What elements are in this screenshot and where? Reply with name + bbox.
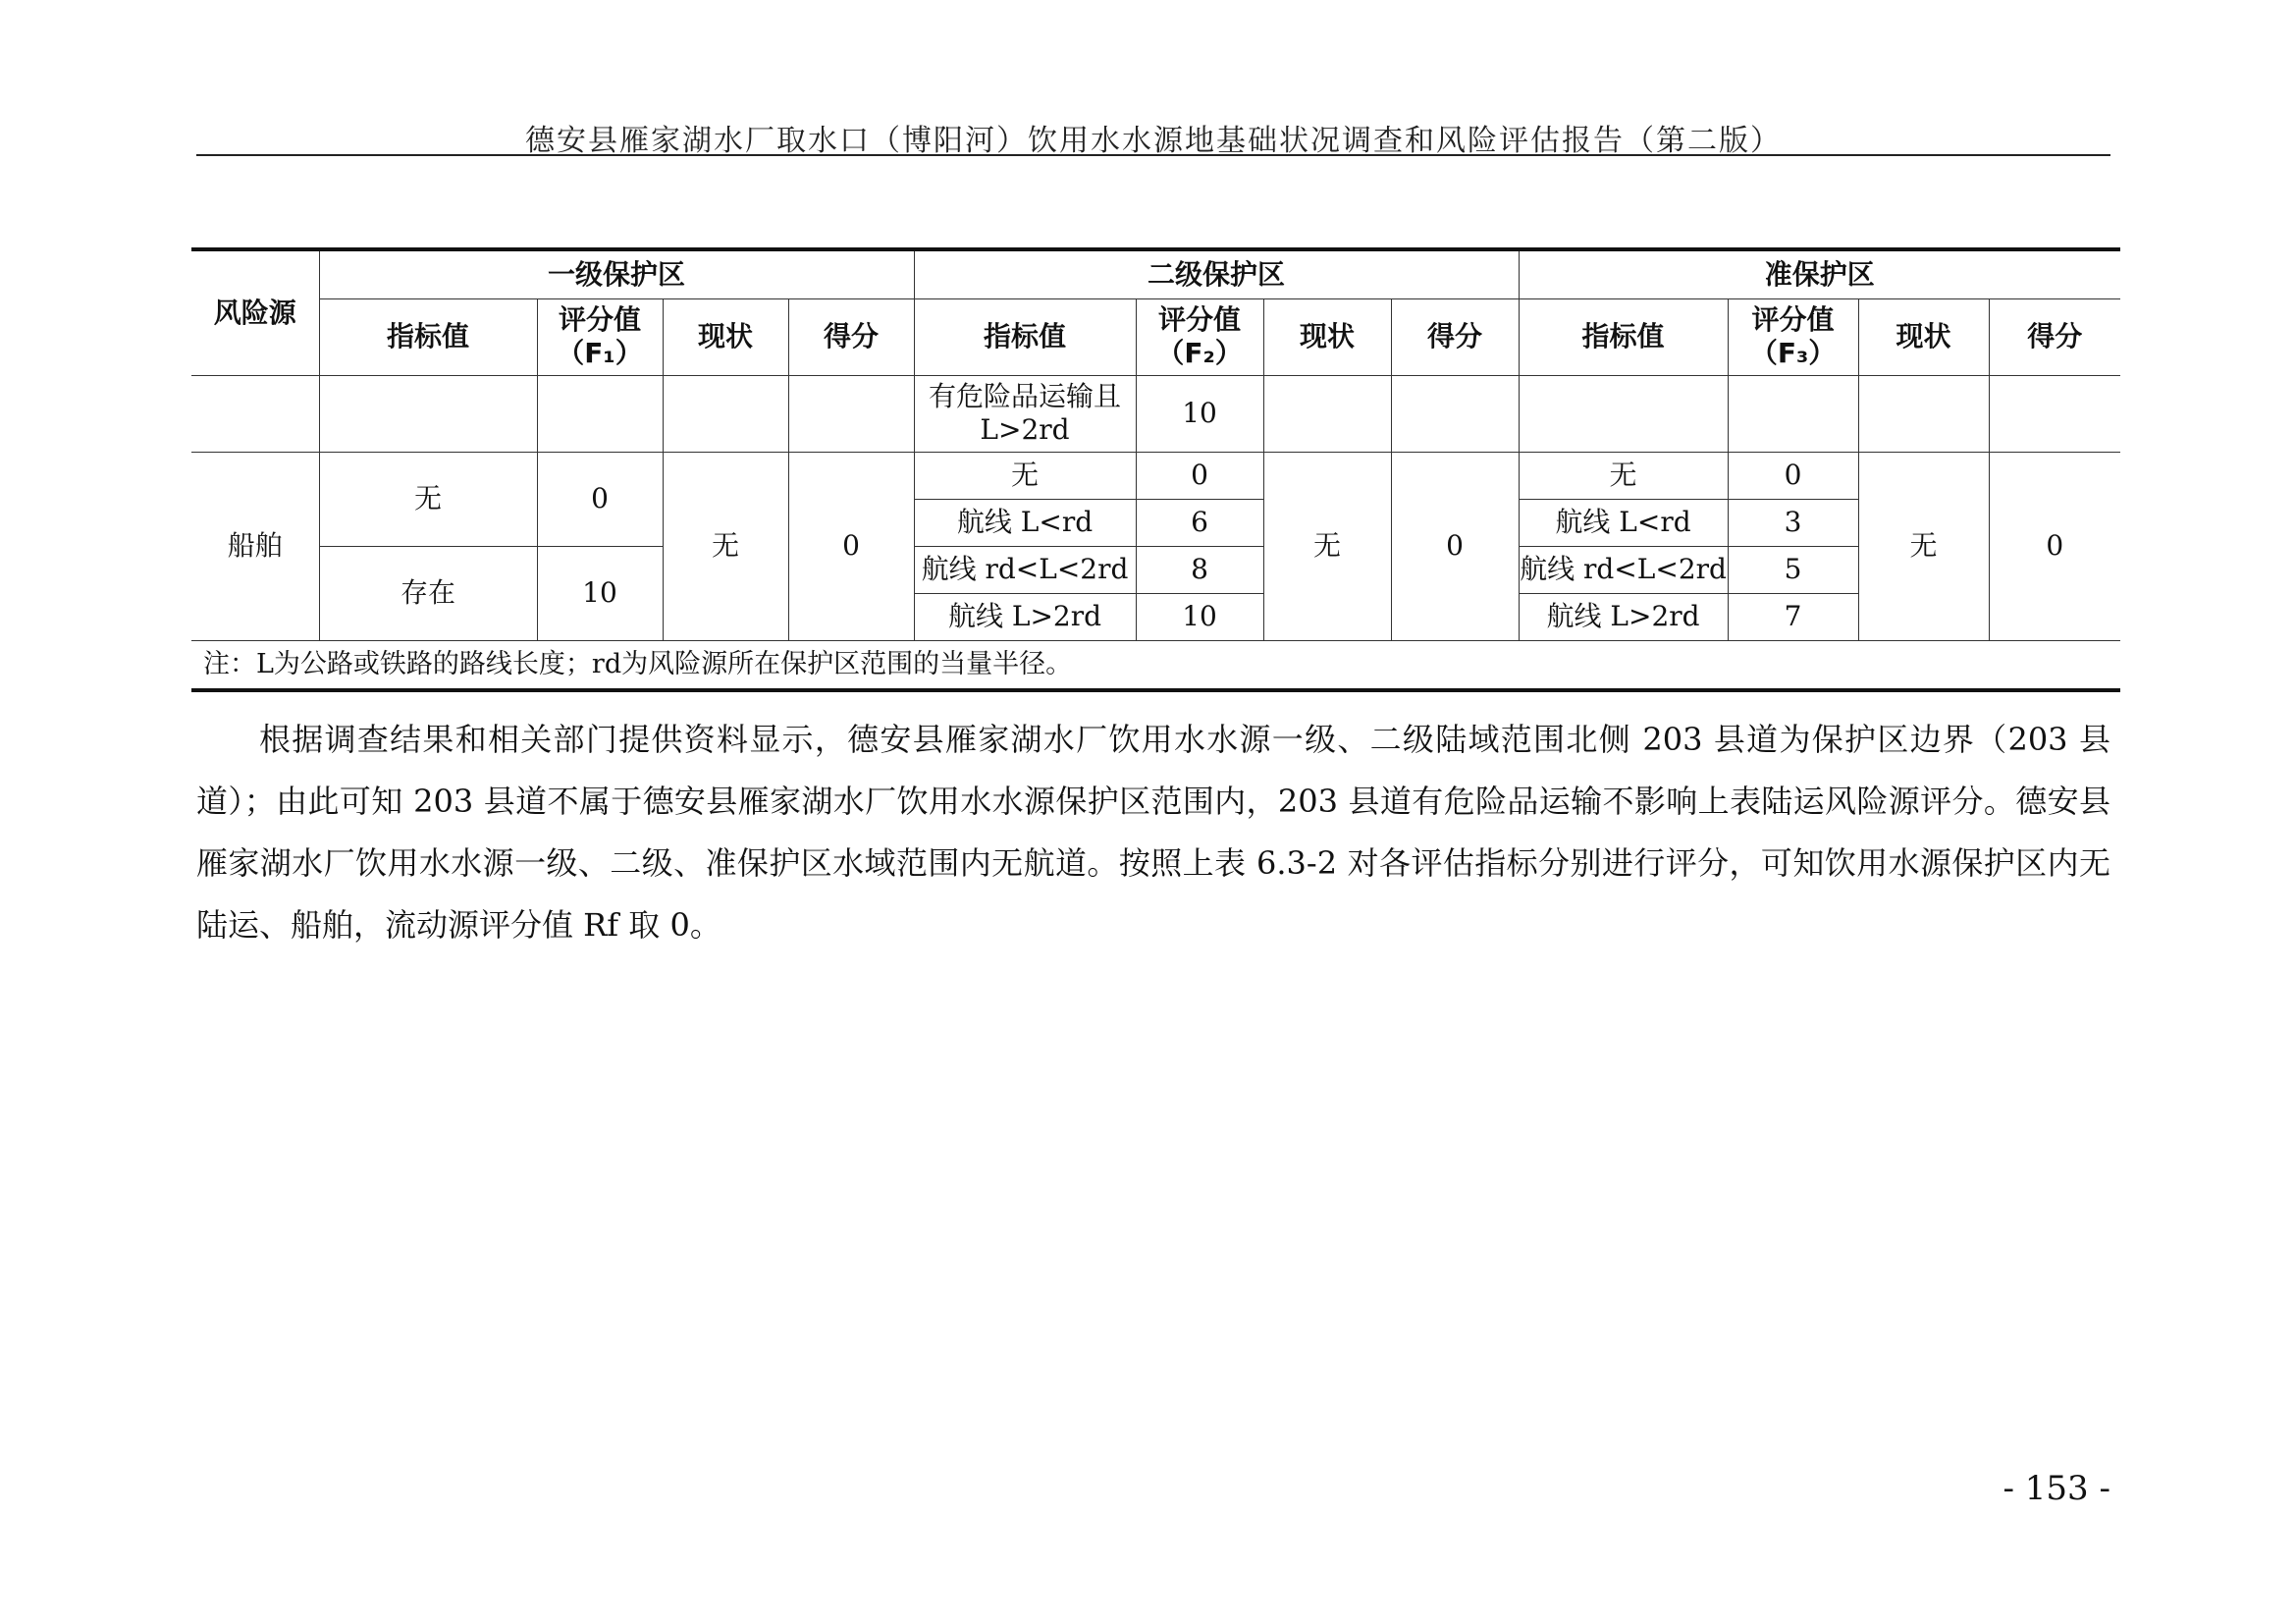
zone3-indicator: 航线 L>2rd bbox=[1519, 593, 1728, 640]
zone3-score-header: 得分 bbox=[1989, 298, 2120, 375]
zone2-header: 二级保护区 bbox=[914, 249, 1519, 298]
zone2-indicator: 航线 rd<L<2rd bbox=[914, 546, 1136, 593]
zone3-score-value-header: 评分值 （F₃） bbox=[1728, 298, 1858, 375]
zone1-indicator: 无 bbox=[319, 452, 537, 546]
zone2-score: 0 bbox=[1391, 452, 1519, 640]
zone1-indicator: 存在 bbox=[319, 546, 537, 640]
zone3-indicator: 无 bbox=[1519, 452, 1728, 499]
running-header-title: 德安县雁家湖水厂取水口（博阳河）饮用水水源地基础状况调查和风险评估报告（第二版） bbox=[525, 124, 1782, 158]
zone1-score-value-header: 评分值 （F₁） bbox=[537, 298, 663, 375]
zone3-score-value: 7 bbox=[1728, 593, 1858, 640]
column-header-row bbox=[191, 298, 2120, 375]
body-paragraph: 根据调查结果和相关部门提供资料显示，德安县雁家湖水厂饮用水水源一级、二级陆域范围北侧 203 县道为保护区边界（203 县道）；由此可知 203 县道不属于德安县雁家湖水厂饮用水水源保护区范围内，203 县道有危险品运输不影响上表陆运风险源评分。德安县雁家湖水厂饮用水水源一级、二级、准保护区水域范围内无航道。按照上表 6.3-2 对各评估指标分别进行评分，可知饮用水源保护区内无陆运、船舶，流动源评分值 Rf 取 0。 bbox=[196, 721, 2110, 944]
zone3-score-value: 0 bbox=[1728, 452, 1858, 499]
zone3-indicator: 航线 L<rd bbox=[1519, 499, 1728, 546]
zone2-indicator: 航线 L>2rd bbox=[914, 593, 1136, 640]
zone3-status-header: 现状 bbox=[1858, 298, 1989, 375]
zone2-score-value: 8 bbox=[1136, 546, 1263, 593]
zone3-indicator-header: 指标值 bbox=[1519, 298, 1728, 375]
zone1-score-value: 10 bbox=[537, 546, 663, 640]
zone3-header: 准保护区 bbox=[1519, 249, 2120, 298]
table-row-ship-3 bbox=[191, 546, 2120, 593]
zone2-score-value-header: 评分值 （F₂） bbox=[1136, 298, 1263, 375]
zone2-indicator: 航线 L<rd bbox=[914, 499, 1136, 546]
zone1-status-header: 现状 bbox=[663, 298, 788, 375]
zone3-score-value: 3 bbox=[1728, 499, 1858, 546]
zone1-indicator-header: 指标值 bbox=[319, 298, 537, 375]
zone2-status-header: 现状 bbox=[1263, 298, 1391, 375]
table-row-ship-1 bbox=[191, 452, 2120, 499]
risk-assessment-table bbox=[191, 247, 2120, 692]
continued-zone2-score-value: 10 bbox=[1136, 375, 1263, 452]
zone1-score-header: 得分 bbox=[788, 298, 914, 375]
zone2-score-value: 6 bbox=[1136, 499, 1263, 546]
zone2-indicator-header: 指标值 bbox=[914, 298, 1136, 375]
zone3-status: 无 bbox=[1858, 452, 1989, 640]
zone1-score-value: 0 bbox=[537, 452, 663, 546]
ship-label: 船舶 bbox=[191, 452, 319, 640]
zone1-header: 一级保护区 bbox=[319, 249, 914, 298]
zone-header-row bbox=[191, 249, 2120, 298]
zone2-score-value: 10 bbox=[1136, 593, 1263, 640]
zone3-indicator: 航线 rd<L<2rd bbox=[1519, 546, 1728, 593]
zone1-status: 无 bbox=[663, 452, 788, 640]
risk-source-header: 风险源 bbox=[191, 249, 319, 375]
page-number: - 153 - bbox=[2002, 1469, 2110, 1508]
zone2-score-header: 得分 bbox=[1391, 298, 1519, 375]
zone3-score: 0 bbox=[1989, 452, 2120, 640]
zone3-score-value: 5 bbox=[1728, 546, 1858, 593]
continued-zone2-indicator: 有危险品运输且 L>2rd bbox=[914, 375, 1136, 452]
zone1-score: 0 bbox=[788, 452, 914, 640]
table-row-continued bbox=[191, 375, 2120, 452]
table-note-row bbox=[191, 640, 2120, 690]
table-note: 注：L为公路或铁路的路线长度；rd为风险源所在保护区范围的当量半径。 bbox=[191, 640, 2120, 690]
header-divider bbox=[196, 154, 2110, 156]
zone2-indicator: 无 bbox=[914, 452, 1136, 499]
zone2-status: 无 bbox=[1263, 452, 1391, 640]
zone2-score-value: 0 bbox=[1136, 452, 1263, 499]
